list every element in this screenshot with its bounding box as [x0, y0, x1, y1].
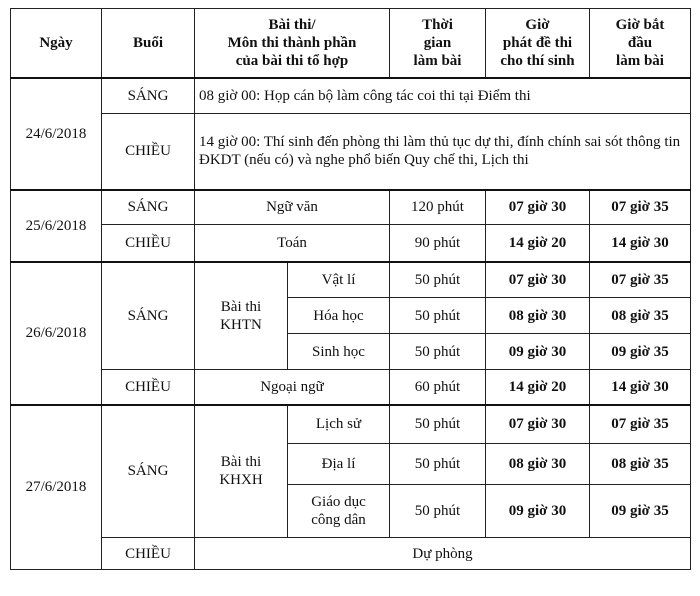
table-row	[11, 190, 691, 225]
header-date: Ngày	[11, 9, 102, 78]
distribute-time-cell: 14 giờ 20	[486, 225, 590, 262]
duration-cell: 50 phút	[390, 334, 486, 370]
distribute-time-cell: 08 giờ 30	[486, 444, 590, 485]
distribute-time-cell: 09 giờ 30	[486, 485, 590, 538]
start-time-cell: 07 giờ 35	[590, 405, 691, 444]
subject-cell: Sinh học	[288, 334, 390, 370]
date-cell: 26/6/2018	[11, 262, 102, 405]
distribute-time-cell: 14 giờ 20	[486, 370, 590, 405]
subject-cell: Hóa học	[288, 298, 390, 334]
note-cell: Dự phòng	[195, 538, 691, 570]
date-cell: 24/6/2018	[11, 78, 102, 190]
distribute-time-cell: 09 giờ 30	[486, 334, 590, 370]
session-cell: CHIỀU	[102, 538, 195, 570]
distribute-time-cell: 07 giờ 30	[486, 190, 590, 225]
subject-cell: Ngữ văn	[195, 190, 390, 225]
start-time-cell: 09 giờ 35	[590, 485, 691, 538]
table-row	[11, 370, 691, 405]
table-row	[11, 262, 691, 298]
start-time-cell: 09 giờ 35	[590, 334, 691, 370]
subject-cell: Vật lí	[288, 262, 390, 298]
header-subject: Bài thi/ Môn thi thành phần của bài thi tổ hợp	[195, 9, 390, 78]
session-cell: CHIỀU	[102, 114, 195, 190]
start-time-cell: 08 giờ 35	[590, 444, 691, 485]
header-duration: Thời gian làm bài	[390, 9, 486, 78]
start-time-cell: 08 giờ 35	[590, 298, 691, 334]
session-cell: SÁNG	[102, 190, 195, 225]
start-time-cell: 14 giờ 30	[590, 370, 691, 405]
start-time-cell: 07 giờ 35	[590, 190, 691, 225]
start-time-cell: 07 giờ 35	[590, 262, 691, 298]
session-cell: SÁNG	[102, 405, 195, 538]
subject-cell: Địa lí	[288, 444, 390, 485]
exam-group-cell: Bài thi KHTN	[195, 262, 288, 370]
distribute-time-cell: 07 giờ 30	[486, 262, 590, 298]
subject-cell: Lịch sử	[288, 405, 390, 444]
header-distribute-time: Giờ phát đề thi cho thí sinh	[486, 9, 590, 78]
duration-cell: 90 phút	[390, 225, 486, 262]
session-cell: SÁNG	[102, 262, 195, 370]
session-cell: SÁNG	[102, 78, 195, 114]
exam-schedule-table	[10, 8, 691, 570]
distribute-time-cell: 07 giờ 30	[486, 405, 590, 444]
session-cell: CHIỀU	[102, 370, 195, 405]
subject-cell: Giáo dục công dân	[288, 485, 390, 538]
subject-cell: Ngoại ngữ	[195, 370, 390, 405]
duration-cell: 50 phút	[390, 405, 486, 444]
start-time-cell: 14 giờ 30	[590, 225, 691, 262]
duration-cell: 60 phút	[390, 370, 486, 405]
session-cell: CHIỀU	[102, 225, 195, 262]
table-row	[11, 114, 691, 190]
exam-group-cell: Bài thi KHXH	[195, 405, 288, 538]
duration-cell: 50 phút	[390, 262, 486, 298]
date-cell: 27/6/2018	[11, 405, 102, 570]
table-row	[11, 405, 691, 444]
note-cell: 08 giờ 00: Họp cán bộ làm công tác coi thi tại Điểm thi	[195, 78, 691, 114]
duration-cell: 120 phút	[390, 190, 486, 225]
duration-cell: 50 phút	[390, 485, 486, 538]
duration-cell: 50 phút	[390, 298, 486, 334]
note-cell: 14 giờ 00: Thí sinh đến phòng thi làm thủ tục dự thi, đính chính sai sót thông tin ĐKDT (nếu có) và nghe phổ biến Quy chế thi, Lịch thi	[195, 114, 691, 190]
table-row	[11, 538, 691, 570]
header-row	[11, 9, 691, 78]
duration-cell: 50 phút	[390, 444, 486, 485]
table-row	[11, 78, 691, 114]
table-row	[11, 225, 691, 262]
distribute-time-cell: 08 giờ 30	[486, 298, 590, 334]
date-cell: 25/6/2018	[11, 190, 102, 262]
header-session: Buổi	[102, 9, 195, 78]
subject-cell: Toán	[195, 225, 390, 262]
header-start-time: Giờ bắt đầu làm bài	[590, 9, 691, 78]
